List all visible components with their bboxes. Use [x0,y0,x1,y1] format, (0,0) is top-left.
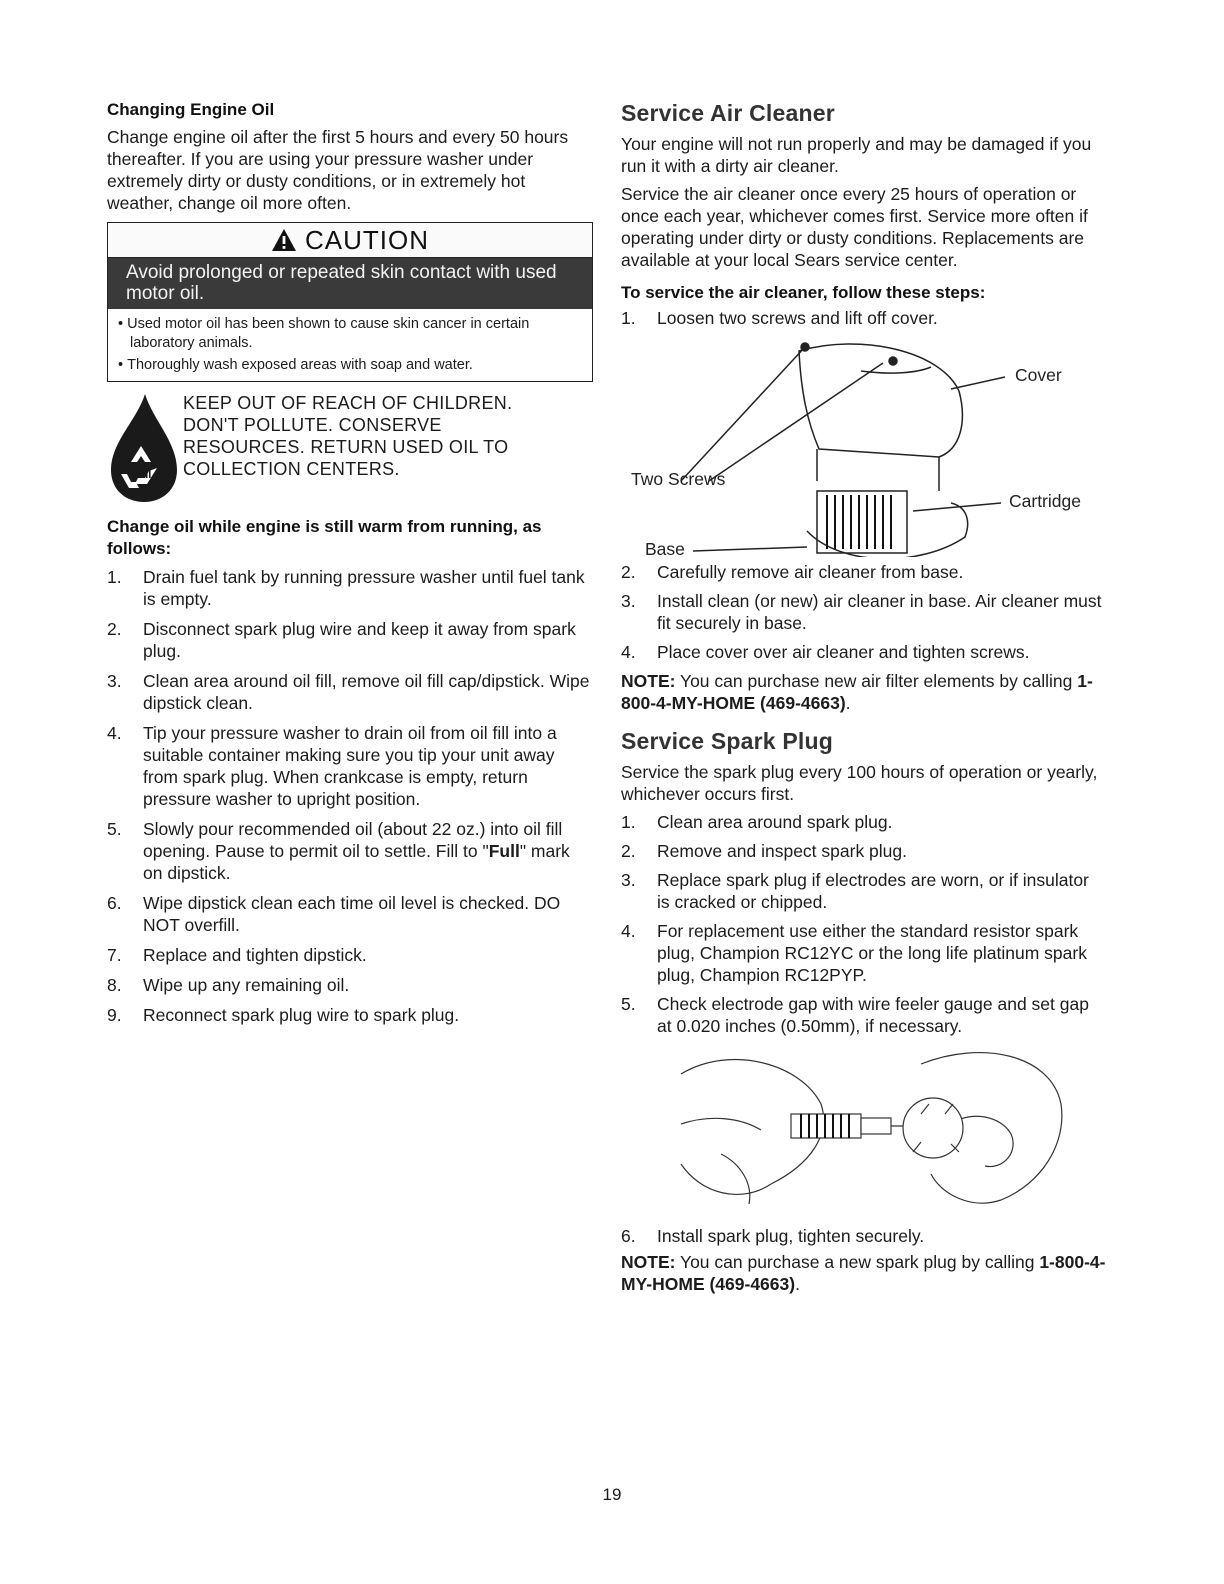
oil-notice-line: KEEP OUT OF REACH OF CHILDREN. [183,393,513,413]
oil-steps-list [107,566,592,1026]
changing-oil-heading: Changing Engine Oil [107,100,275,119]
list-item: 1. Clean area around spark plug. [621,812,893,832]
caution-bullet: • Used motor oil has been shown to cause skin cancer in certain laboratory animals. [118,316,530,351]
caution-bullets [108,309,592,381]
air-steps-heading: To service the air cleaner, follow these steps: [621,283,986,302]
spark-plug-note: NOTE: You can purchase a new spark plug by calling 1-800-4-MY-HOME (469-4663). [621,1252,1106,1294]
right-column [621,100,1106,1303]
air-cleaner-para-2: Service the air cleaner once every 25 hours of operation or once each year, whichever comes first. Service more often if operating under dirty or dusty conditions. Replacements are available at your local Sears service center. [621,184,1088,270]
oil-drop-recycle-icon [107,392,179,504]
list-item: 3. Replace spark plug if electrodes are worn, or if insulator is cracked or chipped. [621,870,1089,912]
air-cleaner-para-1: Your engine will not run properly and may be damaged if you run it with a dirty air cleaner. [621,134,1092,176]
spark-plug-heading: Service Spark Plug [621,728,833,754]
figure-label-base: Base [645,539,685,559]
spark-plug-steps [621,811,1106,1037]
caution-band: Avoid prolonged or repeated skin contact with used motor oil. [108,258,592,309]
caution-box [107,222,593,382]
list-item: 6. Install spark plug, tighten securely. [621,1226,925,1246]
oil-steps-heading: Change oil while engine is still warm from running, as follows: [107,517,542,558]
list-item: 2. Remove and inspect spark plug. [621,841,907,861]
oil-notice-line: RESOURCES. RETURN USED OIL TO [183,437,509,457]
figure-label-cover: Cover [1015,365,1062,385]
changing-oil-text: Change engine oil after the first 5 hours and every 50 hours thereafter. If you are using your pressure washer under extremely dirty or dusty conditions, or in extremely hot weather, change oil more often. [107,127,569,213]
oil-recycle-notice [107,388,592,510]
air-cleaner-figure [621,331,1106,557]
list-item: 1. Drain fuel tank by running pressure washer until fuel tank is empty. [107,567,585,609]
list-item: 3. Install clean (or new) air cleaner in base. Air cleaner must fit securely in base. [621,591,1102,633]
caution-bullet: • Thoroughly wash exposed areas with soap and water. [118,357,473,373]
air-steps-list-2 [621,561,1106,663]
air-cleaner-heading: Service Air Cleaner [621,100,835,126]
list-item: 8. Wipe up any remaining oil. [107,975,350,995]
list-item: 6. Wipe dipstick clean each time oil level is checked. DO NOT overfill. [107,893,561,935]
list-item: 4. For replacement use either the standard resistor spark plug, Champion RC12YC or the long life platinum spark plug, Champion RC12PYP. [621,921,1087,985]
list-item: 7. Replace and tighten dipstick. [107,945,367,965]
oil-icon-label: Oil [136,469,152,481]
figure-label-two-screws: Two Screws [631,469,726,489]
list-item: 2. Carefully remove air cleaner from base. [621,562,964,582]
oil-notice-line: DON'T POLLUTE. CONSERVE [183,415,442,435]
spark-plug-gap-illustration [621,1044,1106,1219]
warning-triangle-icon [271,228,297,252]
list-item: 9. Reconnect spark plug wire to spark plug. [107,1005,460,1025]
caution-title: CAUTION [305,225,429,255]
page-number: 19 [602,1485,622,1504]
list-item: 5. Slowly pour recommended oil (about 22 oz.) into oil fill opening. Pause to permit oil to settle. Fill to "Full" mark on dipstick. [107,819,570,883]
caution-header [108,223,592,258]
list-item: 4. Tip your pressure washer to drain oil from oil fill into a suitable container making sure you tip your unit away from spark plug. When crankcase is empty, return pressure washer to upright position. [107,723,557,809]
list-item: 4. Place cover over air cleaner and tighten screws. [621,642,1030,662]
spark-plug-figure [621,1044,1106,1219]
list-item: 1. Loosen two screws and lift off cover. [621,308,938,328]
figure-label-cartridge: Cartridge [1009,491,1081,511]
oil-notice-line: COLLECTION CENTERS. [183,459,400,479]
left-column [107,100,592,1034]
oil-notice-text [183,392,512,480]
spark-plug-step-6 [621,1225,1106,1247]
list-item: 2. Disconnect spark plug wire and keep it away from spark plug. [107,619,576,661]
spark-plug-para: Service the spark plug every 100 hours of operation or yearly, whichever occurs first. [621,762,1098,804]
list-item: 5. Check electrode gap with wire feeler gauge and set gap at 0.020 inches (0.50mm), if necessary. [621,994,1089,1036]
air-steps-list-1 [621,307,1106,329]
air-filter-note: NOTE: You can purchase new air filter elements by calling 1-800-4-MY-HOME (469-4663). [621,671,1093,713]
list-item: 3. Clean area around oil fill, remove oil fill cap/dipstick. Wipe dipstick clean. [107,671,590,713]
